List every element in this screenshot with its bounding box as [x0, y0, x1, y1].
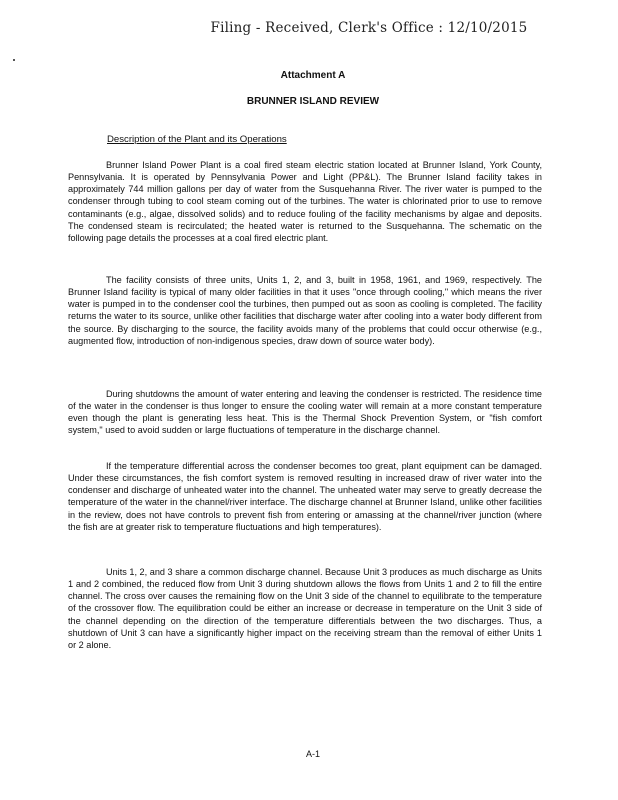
paragraph-text: If the temperature differential across the condenser becomes too great, plant equipment can be damaged. Under these circumstances, the fish comfort system is removed resulting in increased draw of river water into the condenser and discharge of unheated water into the channel. The unheated water may serve to greatly decrease the temperature of the water in the channel/river interface. The discharge channel at Brunner Island, unlike other facilities in the review, does not have controls to prevent fish from entering or amassing at the channel/river junction (where the fish are at greater risk to temperature fluctuations and high temperatures). [68, 461, 542, 532]
paragraph-discharge-channel [68, 566, 542, 651]
paragraph-shutdowns [68, 388, 542, 437]
section-heading: Description of the Plant and its Operations [107, 134, 287, 145]
filing-stamp: Filing - Received, Clerk's Office : 12/10/2015 [210, 20, 528, 36]
scan-speck [13, 59, 15, 61]
paragraph-plant-description [68, 159, 542, 244]
page-number: A-1 [305, 749, 320, 759]
paragraph-temperature-differential [68, 460, 542, 533]
paragraph-text: The facility consists of three units, Units 1, 2, and 3, built in 1958, 1961, and 1969, respectively. The Brunner Island facility is typical of many older facilities in that it uses "once through cooling," which means the river water is pumped in to the condenser cool the turbines, then pumped out as soon as cooling is completed. The facility returns the water to its source, unlike other facilities that discharge water after cooling into a water body different from the source. By discharging to the source, the facility avoids many of the problems that could occur otherwise (e.g., augmented flow, introduction of non-indigenous species, draw down of source water body). [68, 275, 542, 346]
paragraph-text: Units 1, 2, and 3 share a common discharge channel. Because Unit 3 produces as much discharge as Units 1 and 2 combined, the reduced flow from Unit 3 during shutdown allows the flows from Units 1 and 2 to fill the entire channel. The cross over causes the remaining flow on the Unit 3 side of the channel to equilibrate to the temperature of the crossover flow. The equilibration could be either an increase or decrease in temperature on the Unit 3 side of the channel depending on the direction of the temperature differentials between the two discharges. Thus, a shutdown of Unit 3 can have a significantly higher impact on the receiving stream than the removal of either Units 1 or 2 alone. [68, 567, 542, 650]
paragraph-text: Brunner Island Power Plant is a coal fired steam electric station located at Brunner Island, York County, Pennsylvania. It is operated by Pennsylvania Power and Light (PP&L). The Brunner Island facility takes in approximately 744 million gallons per day of water from the Susquehanna River. The river water is pumped to the condenser through tubing to cool steam coming out of the turbines. The water is chlorinated prior to use to remove contaminants (e.g., algae, dissolved solids) and to reduce fouling of the facility mechanisms by algae and deposits. The condensed steam is recirculated; the heated water is returned to the Susquehanna. The schematic on the following page details the processes at a coal fired electric plant. [68, 160, 542, 243]
paragraph-facility-units [68, 274, 542, 347]
attachment-label: Attachment A [280, 70, 346, 81]
paragraph-text: During shutdowns the amount of water entering and leaving the condenser is restricted. The residence time of the water in the condenser is thus longer to ensure the cooling water will remain at a more constant temperature even though the plant is generating less heat. This is the Thermal Shock Prevention System, or "fish comfort system," used to avoid sudden or large fluctuations of temperature in the discharge channel. [68, 389, 542, 436]
document-title: BRUNNER ISLAND REVIEW [246, 96, 380, 107]
